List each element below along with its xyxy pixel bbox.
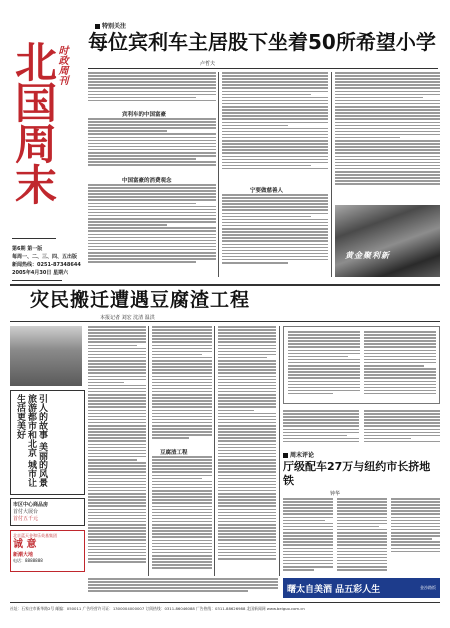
- side-ad-text: 引人的故事 美丽的风景 旅游都市和北京 城市让生活更美好: [15, 394, 47, 488]
- issue-hotline: 新闻热线：0251-87348644: [12, 262, 81, 268]
- footer-rule: [10, 602, 440, 603]
- top-body-col1: [88, 72, 216, 108]
- story2-top-rule: [10, 284, 440, 286]
- top-kicker: 特别关注: [95, 21, 126, 30]
- top-body-col1c: [88, 184, 216, 276]
- story3-byline: 钟华: [330, 491, 341, 497]
- story2-photo: [10, 326, 82, 386]
- top-rule: [88, 68, 438, 69]
- side-ad-box: [10, 390, 85, 495]
- ad1-line3: 新潮大地: [13, 552, 34, 558]
- issue-edition: 第6期 第一版: [12, 246, 43, 252]
- ad1-phone: 电话：8888888: [13, 558, 43, 563]
- ad1-line1: 北京蓝天金和乐英基集团: [13, 533, 57, 538]
- top-subhead-3: 宁要做慈善人: [250, 188, 284, 194]
- footer-text: 社址：石家庄市新华路2号 邮编：050011 广告经营许可证：1300004000007 订阅热线：0311-86046088 广告热线：0311-88626988 北国新闻网 www.beiguo.com.cn: [10, 606, 305, 611]
- lower-left-text: [88, 578, 278, 598]
- story2-divider-3: [279, 326, 280, 576]
- story2-body-col3: [218, 326, 276, 576]
- photo-caption: 黄金聚利新: [345, 251, 390, 260]
- ad2-line1: 市区中心商品房: [13, 502, 49, 508]
- top-body-col2: [222, 72, 328, 184]
- issue-days: 每周一、二、三、四、五出版: [12, 254, 78, 260]
- story2-subhead: 豆腐渣工程: [160, 450, 188, 456]
- ad2-line3: 首付五千元: [13, 516, 39, 522]
- story2-rule: [10, 321, 440, 322]
- masthead-side-tag: 时政周刊: [56, 45, 67, 85]
- top-subhead-2: 中国富豪的消费观念: [122, 178, 172, 184]
- top-subhead-1: 宾利车的中国富豪: [122, 112, 167, 118]
- ad1-box: [10, 530, 85, 572]
- story3-headline: 厅级配车27万与纽约市长挤地铁: [283, 460, 431, 487]
- story3-kicker: 周末评论: [283, 450, 314, 459]
- story3-body-col2: [337, 498, 387, 576]
- right-mid-col1: [283, 410, 359, 446]
- top-photo: [335, 205, 440, 277]
- bottom-ad-text: 曙太自美酒 品五彩人生: [287, 584, 381, 595]
- ad2-line2: 首付大展台: [13, 509, 39, 515]
- top-body-col1b: [88, 118, 216, 174]
- story2-divider-1: [148, 326, 149, 576]
- ad2-box: [10, 498, 85, 526]
- story2-body-col2b: [152, 456, 212, 576]
- story3-body-col1: [283, 498, 333, 576]
- story2-divider-2: [214, 326, 215, 576]
- ad1-line2: 诚 意: [13, 539, 37, 550]
- story2-byline: 本报记者 刘宏 沈清 温洪: [100, 315, 155, 321]
- right-boxed-text: [283, 326, 440, 404]
- masthead-rule: [12, 238, 56, 239]
- top-byline: 卢哲夫: [200, 61, 216, 67]
- right-box-col2: [364, 331, 436, 401]
- story2-headline: 灾民搬迁遭遇豆腐渣工程: [30, 289, 251, 311]
- right-mid-col2: [364, 410, 440, 446]
- masthead-title: 北国周末: [9, 40, 58, 204]
- issue-date: 2005年4月30日 星期六: [12, 270, 69, 276]
- bottom-ad-banner: [283, 578, 440, 598]
- masthead-rule-bottom: [12, 280, 62, 281]
- top-col-divider-2: [331, 72, 332, 277]
- top-body-col2b: [222, 194, 328, 276]
- bottom-ad-brand: 金沙路饭: [420, 585, 436, 590]
- story3-body-col3: [391, 498, 440, 558]
- story2-body-col2: [152, 326, 212, 446]
- top-body-col3: [335, 72, 440, 202]
- top-col-divider-1: [218, 72, 219, 277]
- top-headline: 每位宾利车主居股下坐着50所希望小学: [88, 30, 436, 54]
- story2-body-col1: [88, 326, 146, 576]
- right-box-col1: [288, 331, 360, 401]
